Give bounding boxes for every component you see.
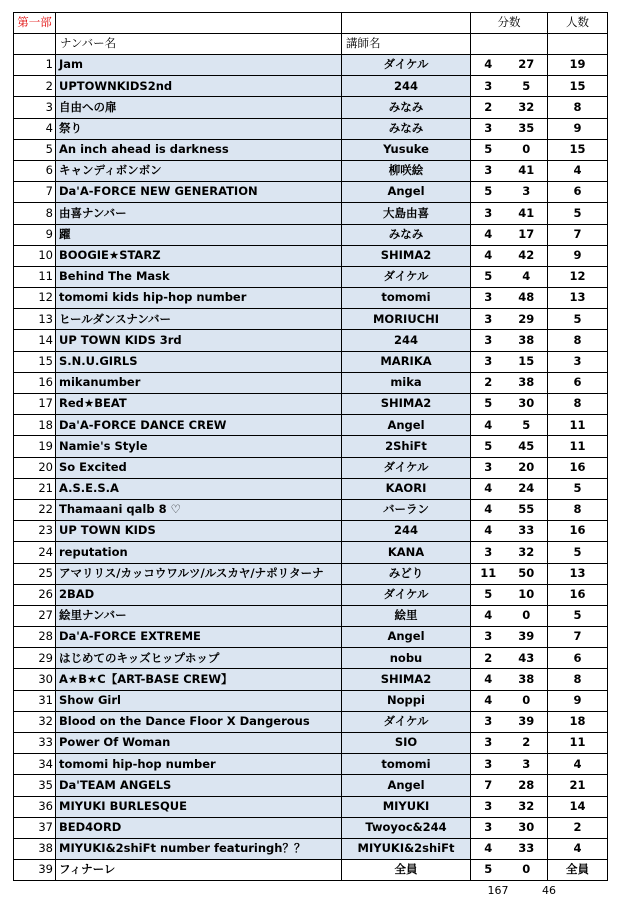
teacher-name: みどり	[342, 563, 471, 584]
table-row	[14, 521, 608, 542]
row-number: 36	[14, 796, 56, 817]
program-table	[13, 12, 608, 881]
table-row	[14, 711, 608, 732]
score-seconds: 41	[506, 160, 548, 181]
table-row	[14, 775, 608, 796]
score-seconds: 24	[506, 478, 548, 499]
row-number: 21	[14, 478, 56, 499]
score-minutes: 4	[471, 521, 506, 542]
people-count: 4	[548, 838, 608, 859]
row-number: 15	[14, 351, 56, 372]
people-count: 7	[548, 224, 608, 245]
people-count: 21	[548, 775, 608, 796]
people-count: 16	[548, 584, 608, 605]
people-count: 15	[548, 76, 608, 97]
row-number: 26	[14, 584, 56, 605]
teacher-name: SIO	[342, 733, 471, 754]
table-row	[14, 733, 608, 754]
row-number: 7	[14, 182, 56, 203]
number-name: 絵里ナンバー	[56, 605, 342, 626]
score-seconds: 32	[506, 97, 548, 118]
number-name: UP TOWN KIDS	[56, 521, 342, 542]
score-minutes: 3	[471, 457, 506, 478]
table-row	[14, 457, 608, 478]
people-count: 11	[548, 415, 608, 436]
people-count: 8	[548, 97, 608, 118]
table-row	[14, 584, 608, 605]
score-minutes: 5	[471, 266, 506, 287]
row-number: 24	[14, 542, 56, 563]
teacher-name: MORIUCHI	[342, 309, 471, 330]
score-minutes: 4	[471, 605, 506, 626]
row-number: 30	[14, 669, 56, 690]
table-row	[14, 838, 608, 859]
number-name: Behind The Mask	[56, 266, 342, 287]
people-count: 6	[548, 648, 608, 669]
row-number: 5	[14, 139, 56, 160]
teacher-name: 244	[342, 330, 471, 351]
number-name: Thamaani qalb 8 ♡	[56, 499, 342, 520]
score-minutes: 4	[471, 838, 506, 859]
score-minutes: 5	[471, 860, 506, 881]
score-minutes: 3	[471, 627, 506, 648]
table-row	[14, 76, 608, 97]
teacher-name: ダイケル	[342, 584, 471, 605]
number-name: Blood on the Dance Floor X Dangerous	[56, 711, 342, 732]
people-count: 19	[548, 55, 608, 76]
header-blank	[506, 34, 548, 55]
row-number: 39	[14, 860, 56, 881]
header-blank	[14, 34, 56, 55]
table-row	[14, 648, 608, 669]
score-header: 分数	[471, 13, 548, 34]
number-name: ヒールダンスナンバー	[56, 309, 342, 330]
number-name: はじめてのキッズヒップホップ	[56, 648, 342, 669]
teacher-name: Twoyoc&244	[342, 817, 471, 838]
teacher-name: ダイケル	[342, 457, 471, 478]
people-count: 全員	[548, 860, 608, 881]
score-minutes: 5	[471, 394, 506, 415]
score-seconds: 30	[506, 817, 548, 838]
people-count: 5	[548, 478, 608, 499]
row-number: 1	[14, 55, 56, 76]
score-seconds: 29	[506, 309, 548, 330]
score-seconds: 10	[506, 584, 548, 605]
people-count: 8	[548, 669, 608, 690]
table-row	[14, 605, 608, 626]
score-minutes: 4	[471, 499, 506, 520]
number-name: A★B★C【ART-BASE CREW】	[56, 669, 342, 690]
table-row	[14, 97, 608, 118]
teacher-name: 2ShiFt	[342, 436, 471, 457]
people-count: 8	[548, 499, 608, 520]
teacher-name: MIYUKI&2shiFt	[342, 838, 471, 859]
teacher-name: Yusuke	[342, 139, 471, 160]
row-number: 14	[14, 330, 56, 351]
people-count: 8	[548, 394, 608, 415]
teacher-header: 講師名	[342, 34, 471, 55]
score-seconds: 38	[506, 372, 548, 393]
table-row	[14, 203, 608, 224]
score-seconds: 2	[506, 733, 548, 754]
score-seconds: 45	[506, 436, 548, 457]
score-seconds: 41	[506, 203, 548, 224]
score-minutes: 3	[471, 160, 506, 181]
people-count: 5	[548, 309, 608, 330]
score-minutes: 5	[471, 182, 506, 203]
row-number: 13	[14, 309, 56, 330]
number-name: UP TOWN KIDS 3rd	[56, 330, 342, 351]
people-count: 3	[548, 351, 608, 372]
teacher-name: みなみ	[342, 224, 471, 245]
row-number: 31	[14, 690, 56, 711]
table-row	[14, 627, 608, 648]
number-name: reputation	[56, 542, 342, 563]
teacher-name: MIYUKI	[342, 796, 471, 817]
teacher-name: MARIKA	[342, 351, 471, 372]
number-name: アマリリス/カッコウワルツ/ルスカヤ/ナポリターナ	[56, 563, 342, 584]
score-seconds: 43	[506, 648, 548, 669]
table-row	[14, 372, 608, 393]
table-row	[14, 330, 608, 351]
number-name: 躍	[56, 224, 342, 245]
teacher-name: mika	[342, 372, 471, 393]
people-count: 16	[548, 457, 608, 478]
table-row	[14, 139, 608, 160]
score-seconds: 38	[506, 330, 548, 351]
table-row	[14, 563, 608, 584]
row-number: 33	[14, 733, 56, 754]
number-name: Da'A-FORCE EXTREME	[56, 627, 342, 648]
teacher-name: SHIMA2	[342, 245, 471, 266]
table-row	[14, 860, 608, 881]
teacher-name: SHIMA2	[342, 394, 471, 415]
row-number: 25	[14, 563, 56, 584]
table-row	[14, 309, 608, 330]
row-number: 12	[14, 288, 56, 309]
people-count: 7	[548, 627, 608, 648]
teacher-name: Angel	[342, 182, 471, 203]
score-seconds: 39	[506, 627, 548, 648]
score-seconds: 27	[506, 55, 548, 76]
people-count: 5	[548, 605, 608, 626]
score-minutes: 2	[471, 648, 506, 669]
row-number: 8	[14, 203, 56, 224]
score-seconds: 3	[506, 754, 548, 775]
number-name: BOOGIE★STARZ	[56, 245, 342, 266]
table-row	[14, 160, 608, 181]
row-number: 22	[14, 499, 56, 520]
number-name: 由喜ナンバー	[56, 203, 342, 224]
table-row	[14, 266, 608, 287]
part-label: 第一部	[14, 13, 56, 34]
score-minutes: 5	[471, 584, 506, 605]
row-number: 18	[14, 415, 56, 436]
score-seconds: 30	[506, 394, 548, 415]
number-name: フィナーレ	[56, 860, 342, 881]
score-minutes: 4	[471, 415, 506, 436]
score-minutes: 5	[471, 436, 506, 457]
table-row	[14, 690, 608, 711]
score-minutes: 7	[471, 775, 506, 796]
number-name: UPTOWNKIDS2nd	[56, 76, 342, 97]
number-name-header: ナンバー名	[56, 34, 342, 55]
row-number: 32	[14, 711, 56, 732]
score-seconds: 50	[506, 563, 548, 584]
number-name: An inch ahead is darkness	[56, 139, 342, 160]
row-number: 23	[14, 521, 56, 542]
score-minutes: 3	[471, 542, 506, 563]
row-number: 27	[14, 605, 56, 626]
people-count: 9	[548, 118, 608, 139]
score-minutes: 3	[471, 118, 506, 139]
score-minutes: 4	[471, 55, 506, 76]
score-minutes: 3	[471, 309, 506, 330]
table-row	[14, 415, 608, 436]
people-count: 15	[548, 139, 608, 160]
row-number: 2	[14, 76, 56, 97]
number-name: Da'TEAM ANGELS	[56, 775, 342, 796]
header-row-top	[14, 13, 608, 34]
score-minutes: 4	[471, 224, 506, 245]
people-count: 8	[548, 330, 608, 351]
number-name: MIYUKI BURLESQUE	[56, 796, 342, 817]
score-minutes: 3	[471, 754, 506, 775]
people-count: 4	[548, 754, 608, 775]
people-count: 14	[548, 796, 608, 817]
score-seconds: 35	[506, 118, 548, 139]
table-row	[14, 288, 608, 309]
teacher-name: 柳咲絵	[342, 160, 471, 181]
number-name: mikanumber	[56, 372, 342, 393]
teacher-name: KAORI	[342, 478, 471, 499]
number-name: Red★BEAT	[56, 394, 342, 415]
score-seconds: 0	[506, 690, 548, 711]
people-count: 9	[548, 690, 608, 711]
score-seconds: 33	[506, 838, 548, 859]
score-seconds: 55	[506, 499, 548, 520]
number-name: Power Of Woman	[56, 733, 342, 754]
number-name: Da'A-FORCE NEW GENERATION	[56, 182, 342, 203]
row-number: 37	[14, 817, 56, 838]
score-minutes: 3	[471, 330, 506, 351]
people-header: 人数	[548, 13, 608, 34]
score-minutes: 3	[471, 288, 506, 309]
teacher-name: バーラン	[342, 499, 471, 520]
score-seconds: 33	[506, 521, 548, 542]
header-blank	[342, 13, 471, 34]
people-count: 5	[548, 203, 608, 224]
score-seconds: 5	[506, 76, 548, 97]
people-count: 2	[548, 817, 608, 838]
score-minutes: 3	[471, 76, 506, 97]
teacher-name: Angel	[342, 415, 471, 436]
row-number: 19	[14, 436, 56, 457]
score-seconds: 32	[506, 796, 548, 817]
table-row	[14, 394, 608, 415]
number-name: MIYUKI&2shiFt number featuringh？？	[56, 838, 342, 859]
row-number: 9	[14, 224, 56, 245]
score-minutes: 5	[471, 139, 506, 160]
row-number: 35	[14, 775, 56, 796]
score-seconds: 39	[506, 711, 548, 732]
people-count: 11	[548, 436, 608, 457]
score-seconds: 38	[506, 669, 548, 690]
number-name: 祭り	[56, 118, 342, 139]
table-row	[14, 351, 608, 372]
score-seconds: 5	[506, 415, 548, 436]
table-row	[14, 436, 608, 457]
number-name: 自由への扉	[56, 97, 342, 118]
total-minutes: 167	[487, 884, 509, 897]
teacher-name: ダイケル	[342, 55, 471, 76]
score-seconds: 0	[506, 139, 548, 160]
row-number: 38	[14, 838, 56, 859]
score-minutes: 3	[471, 351, 506, 372]
header-row-labels	[14, 34, 608, 55]
number-name: Namie's Style	[56, 436, 342, 457]
row-number: 4	[14, 118, 56, 139]
score-seconds: 20	[506, 457, 548, 478]
row-number: 3	[14, 97, 56, 118]
teacher-name: 全員	[342, 860, 471, 881]
people-count: 18	[548, 711, 608, 732]
teacher-name: みなみ	[342, 97, 471, 118]
teacher-name: SHIMA2	[342, 669, 471, 690]
teacher-name: Angel	[342, 775, 471, 796]
number-name: tomomi kids hip-hop number	[56, 288, 342, 309]
people-count: 6	[548, 182, 608, 203]
number-name: Jam	[56, 55, 342, 76]
table-row	[14, 118, 608, 139]
total-seconds: 46	[542, 884, 556, 897]
teacher-name: Angel	[342, 627, 471, 648]
row-number: 17	[14, 394, 56, 415]
score-minutes: 11	[471, 563, 506, 584]
teacher-name: ダイケル	[342, 711, 471, 732]
score-minutes: 2	[471, 372, 506, 393]
people-count: 6	[548, 372, 608, 393]
people-count: 9	[548, 245, 608, 266]
teacher-name: KANA	[342, 542, 471, 563]
people-count: 11	[548, 733, 608, 754]
score-minutes: 3	[471, 711, 506, 732]
score-minutes: 3	[471, 203, 506, 224]
table-row	[14, 478, 608, 499]
row-number: 29	[14, 648, 56, 669]
teacher-name: Noppi	[342, 690, 471, 711]
table-row	[14, 245, 608, 266]
score-seconds: 4	[506, 266, 548, 287]
table-row	[14, 224, 608, 245]
number-name: S.N.U.GIRLS	[56, 351, 342, 372]
row-number: 16	[14, 372, 56, 393]
score-seconds: 3	[506, 182, 548, 203]
people-count: 13	[548, 563, 608, 584]
score-seconds: 15	[506, 351, 548, 372]
row-number: 28	[14, 627, 56, 648]
header-blank	[56, 13, 342, 34]
score-minutes: 4	[471, 669, 506, 690]
teacher-name: みなみ	[342, 118, 471, 139]
table-row	[14, 182, 608, 203]
teacher-name: 絵里	[342, 605, 471, 626]
score-seconds: 17	[506, 224, 548, 245]
score-seconds: 0	[506, 860, 548, 881]
number-name: Da'A-FORCE DANCE CREW	[56, 415, 342, 436]
row-number: 11	[14, 266, 56, 287]
score-minutes: 3	[471, 817, 506, 838]
score-seconds: 32	[506, 542, 548, 563]
number-name: BED4ORD	[56, 817, 342, 838]
people-count: 13	[548, 288, 608, 309]
score-minutes: 3	[471, 796, 506, 817]
table-row	[14, 817, 608, 838]
number-name: 2BAD	[56, 584, 342, 605]
people-count: 4	[548, 160, 608, 181]
teacher-name: ダイケル	[342, 266, 471, 287]
table-row	[14, 499, 608, 520]
row-number: 10	[14, 245, 56, 266]
teacher-name: tomomi	[342, 754, 471, 775]
table-row	[14, 55, 608, 76]
score-minutes: 4	[471, 245, 506, 266]
header-blank	[471, 34, 506, 55]
row-number: 34	[14, 754, 56, 775]
row-number: 20	[14, 457, 56, 478]
teacher-name: 244	[342, 521, 471, 542]
number-name: キャンディボンボン	[56, 160, 342, 181]
people-count: 12	[548, 266, 608, 287]
teacher-name: 大島由喜	[342, 203, 471, 224]
number-name: Show Girl	[56, 690, 342, 711]
score-minutes: 4	[471, 478, 506, 499]
score-minutes: 3	[471, 733, 506, 754]
people-count: 16	[548, 521, 608, 542]
table-row	[14, 754, 608, 775]
header-blank	[548, 34, 608, 55]
score-minutes: 4	[471, 690, 506, 711]
number-name: A.S.E.S.A	[56, 478, 342, 499]
teacher-name: tomomi	[342, 288, 471, 309]
number-name: So Excited	[56, 457, 342, 478]
score-minutes: 2	[471, 97, 506, 118]
score-seconds: 42	[506, 245, 548, 266]
people-count: 5	[548, 542, 608, 563]
score-seconds: 28	[506, 775, 548, 796]
number-name: tomomi hip-hop number	[56, 754, 342, 775]
table-row	[14, 669, 608, 690]
row-number: 6	[14, 160, 56, 181]
teacher-name: 244	[342, 76, 471, 97]
score-seconds: 0	[506, 605, 548, 626]
score-seconds: 48	[506, 288, 548, 309]
table-row	[14, 542, 608, 563]
teacher-name: nobu	[342, 648, 471, 669]
table-row	[14, 796, 608, 817]
